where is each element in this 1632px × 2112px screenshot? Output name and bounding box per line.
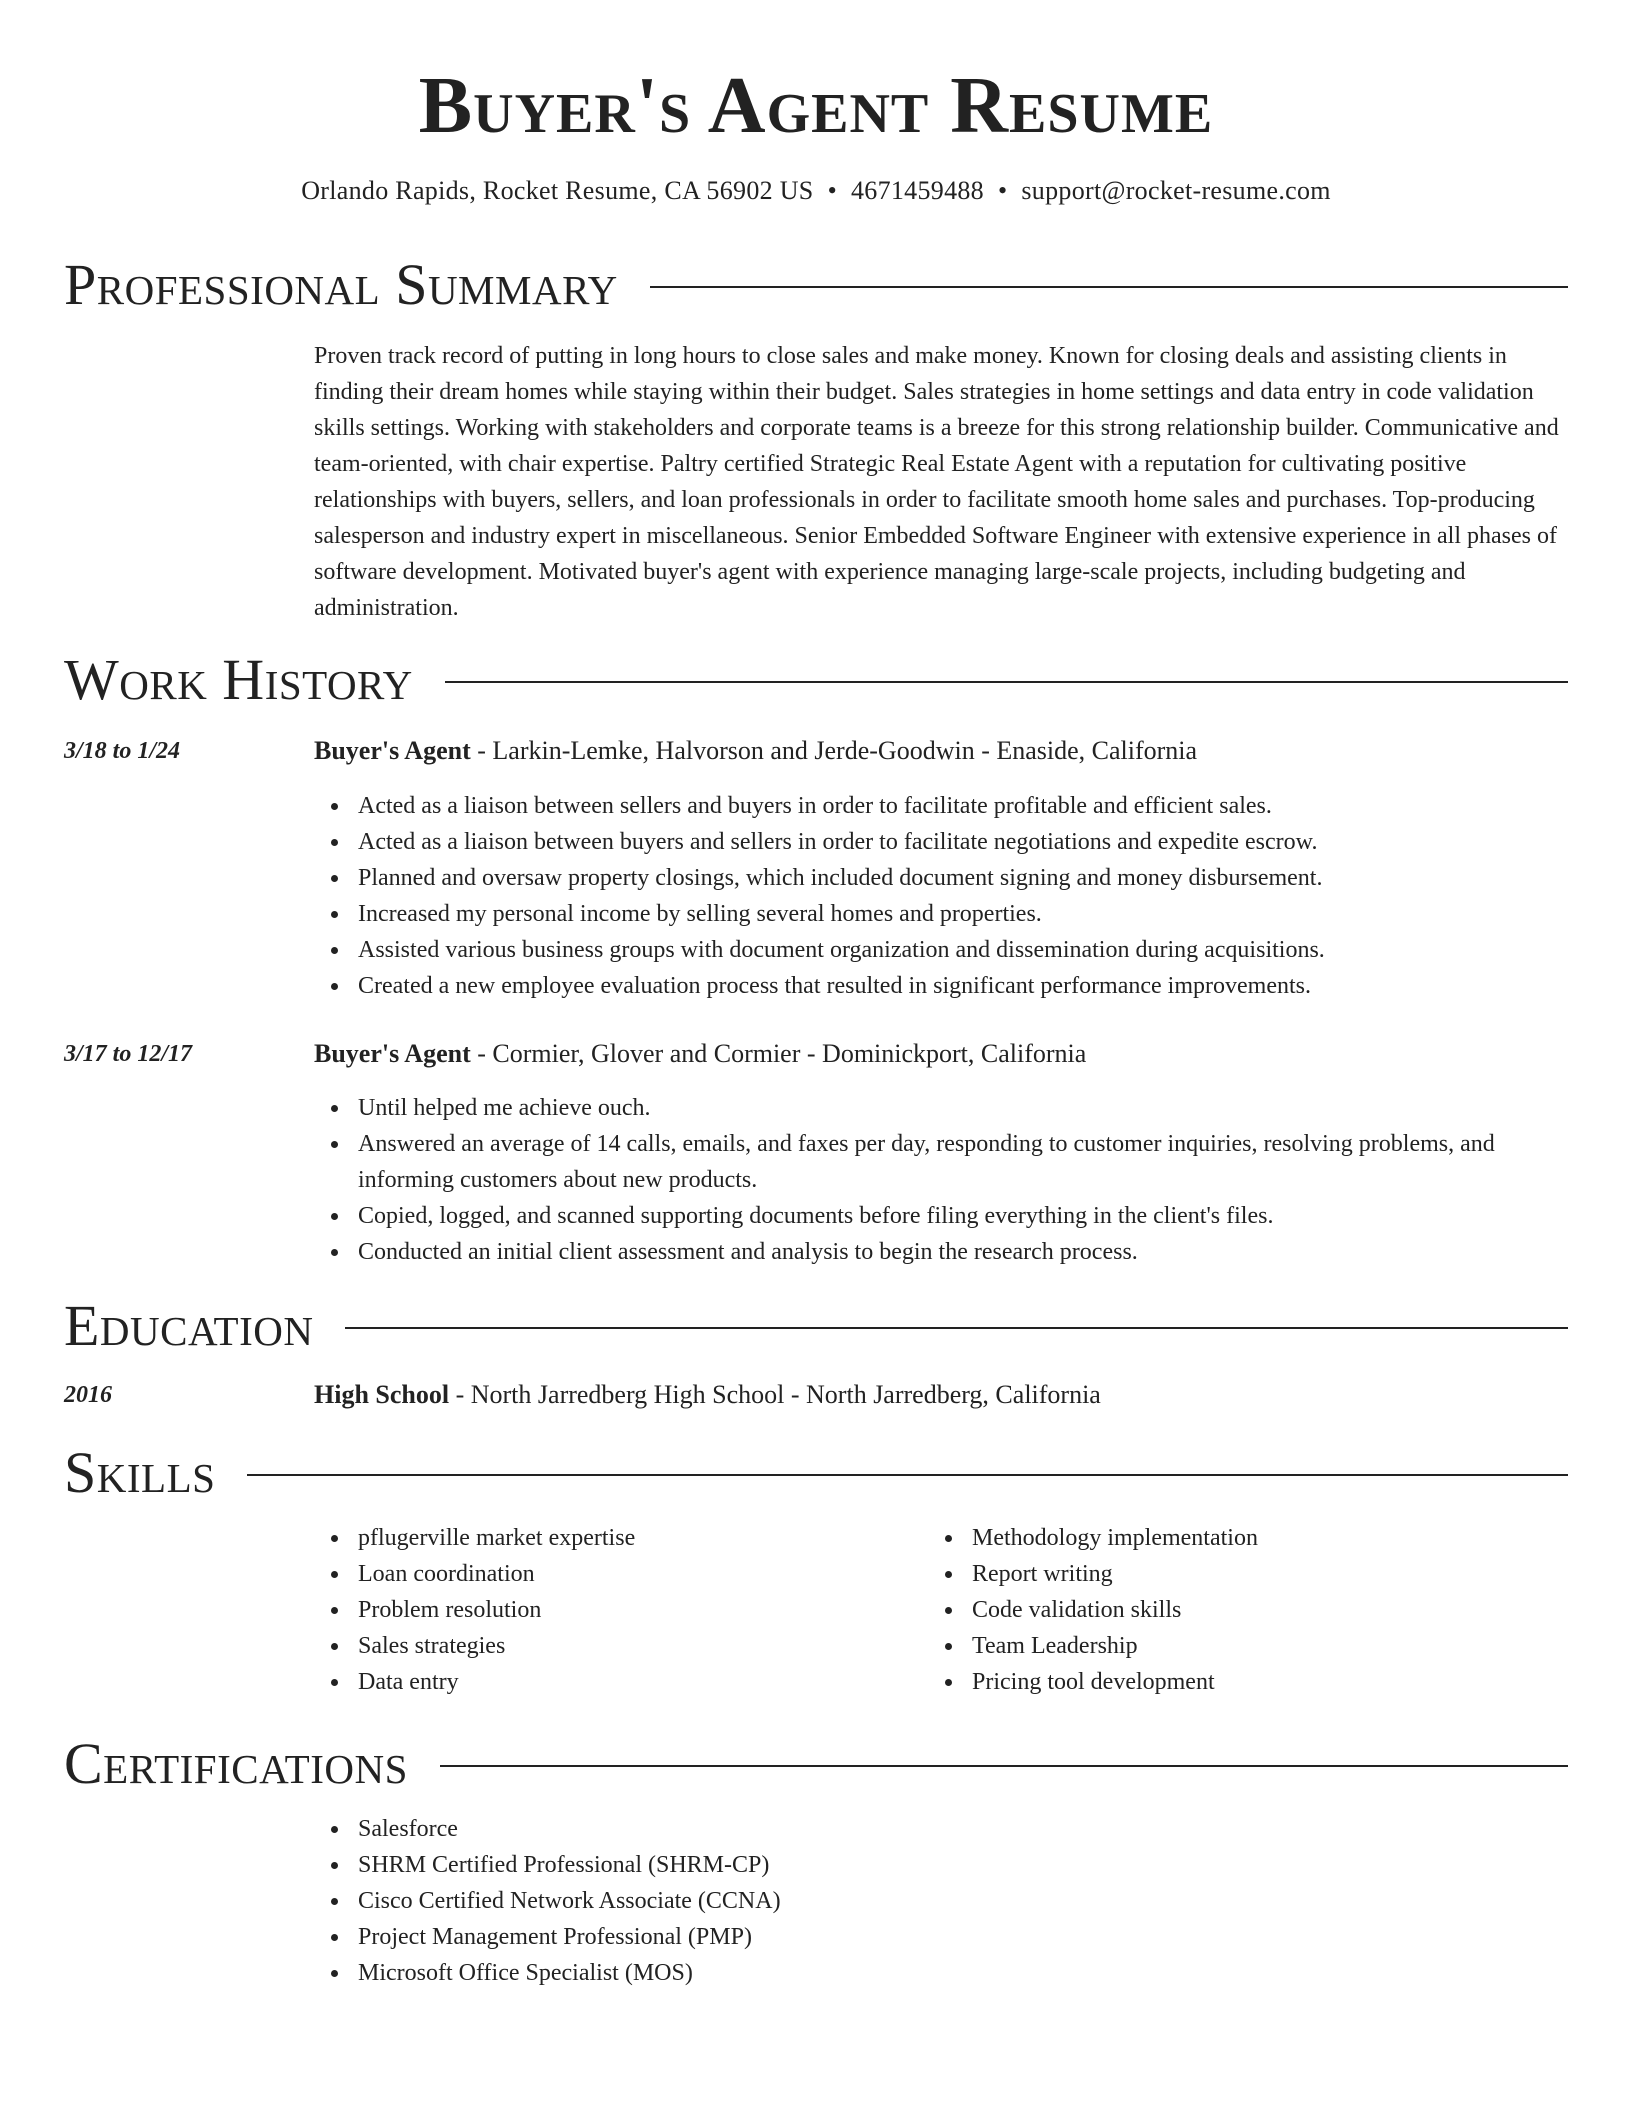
contact-phone: 4671459488 [850, 176, 984, 205]
certification-item: Microsoft Office Specialist (MOS) [314, 1955, 1568, 1991]
job-duties-list [314, 1090, 1568, 1270]
job-role: Buyer's Agent [314, 736, 471, 765]
job-role: Buyer's Agent [314, 1039, 471, 1068]
education-details: - North Jarredberg High School - North Jarredberg, California [449, 1380, 1101, 1409]
section-title-skills: Skills [64, 1440, 216, 1505]
job-duties-list [314, 788, 1568, 1004]
section-header-skills [64, 1438, 1568, 1508]
skill-item: Report writing [928, 1556, 1568, 1592]
skills-list-left [314, 1520, 914, 1700]
skill-item: Sales strategies [314, 1628, 914, 1664]
section-divider [650, 286, 1568, 288]
list-item: Answered an average of 14 calls, emails, and faxes per day, responding to customer inquiries, resolving problems, and informing customers about new products. [314, 1126, 1568, 1198]
section-title-work: Work History [64, 647, 413, 712]
section-header-work [64, 645, 1568, 715]
section-header-summary [64, 250, 1568, 320]
job-dates: 3/17 to 12/17 [64, 1041, 193, 1067]
section-header-certifications [64, 1729, 1568, 1799]
certification-item: Project Management Professional (PMP) [314, 1919, 1568, 1955]
certification-item: SHRM Certified Professional (SHRM-CP) [314, 1847, 1568, 1883]
education-line [314, 1378, 1568, 1412]
section-divider [345, 1327, 1568, 1329]
list-item: Assisted various business groups with document organization and dissemination during acquisitions. [314, 932, 1568, 968]
contact-address: Orlando Rapids, Rocket Resume, CA 56902 US [301, 176, 814, 205]
list-item: Conducted an initial client assessment and analysis to begin the research process. [314, 1234, 1568, 1270]
section-title-summary: Professional Summary [64, 252, 618, 317]
section-divider [440, 1765, 1568, 1767]
contact-separator: • [997, 176, 1008, 205]
contact-email: support@rocket-resume.com [1021, 176, 1331, 205]
list-item: Created a new employee evaluation process that resulted in significant performance improvements. [314, 968, 1568, 1004]
section-header-education [64, 1291, 1568, 1361]
certifications-list [314, 1811, 1568, 1991]
skill-item: Loan coordination [314, 1556, 914, 1592]
list-item: Planned and oversaw property closings, which included document signing and money disbursement. [314, 860, 1568, 896]
skill-item: Code validation skills [928, 1592, 1568, 1628]
job-details: - Cormier, Glover and Cormier - Dominickport, California [470, 1039, 1087, 1068]
summary-text: Proven track record of putting in long hours to close sales and make money. Known for closing deals and assisting clients in finding their dream homes while staying within their budget. Sales strategies in home settings and data entry in code validation skills settings. Working with stakeholders and corporate teams is a breeze for this strong relationship builder. Communicative and team-oriented, with chair expertise. Paltry certified Strategic Real Estate Agent with a reputation for cultivating positive relationships with buyers, sellers, and loan professionals in order to facilitate smooth home sales and purchases. Top-producing salesperson and industry expert in miscellaneous. Senior Embedded Software Engineer with extensive experience in all phases of software development. Motivated buyer's agent with experience managing large-scale projects, including budgeting and administration. [314, 343, 1559, 621]
list-item: Increased my personal income by selling several homes and properties. [314, 896, 1568, 932]
section-divider [445, 681, 1568, 683]
job-title-line [314, 1037, 1568, 1071]
job-details: - Larkin-Lemke, Halvorson and Jerde-Goodwin - Enaside, California [470, 736, 1198, 765]
education-degree: High School [314, 1380, 450, 1409]
list-item: Acted as a liaison between buyers and sellers in order to facilitate negotiations and expedite escrow. [314, 824, 1568, 860]
contact-line [0, 174, 1632, 208]
education-year: 2016 [64, 1382, 112, 1408]
list-item: Copied, logged, and scanned supporting documents before filing everything in the client's files. [314, 1198, 1568, 1234]
contact-separator: • [827, 176, 837, 205]
certification-item: Cisco Certified Network Associate (CCNA) [314, 1883, 1568, 1919]
skill-item: Data entry [314, 1664, 914, 1700]
section-title-education: Education [64, 1293, 314, 1358]
skill-item: pflugerville market expertise [314, 1520, 914, 1556]
skill-item: Pricing tool development [928, 1664, 1568, 1700]
skill-item: Methodology implementation [928, 1520, 1568, 1556]
list-item: Until helped me achieve ouch. [314, 1090, 1568, 1126]
list-item: Acted as a liaison between sellers and buyers in order to facilitate profitable and efficient sales. [314, 788, 1568, 824]
section-title-certifications: Certifications [64, 1731, 408, 1796]
resume-title: Buyer's Agent Resume [418, 62, 1214, 150]
skills-list-right [928, 1520, 1568, 1700]
job-dates: 3/18 to 1/24 [64, 738, 181, 764]
skill-item: Team Leadership [928, 1628, 1568, 1664]
section-divider [247, 1474, 1568, 1476]
job-title-line [314, 734, 1568, 768]
certification-item: Salesforce [314, 1811, 1568, 1847]
skill-item: Problem resolution [314, 1592, 914, 1628]
